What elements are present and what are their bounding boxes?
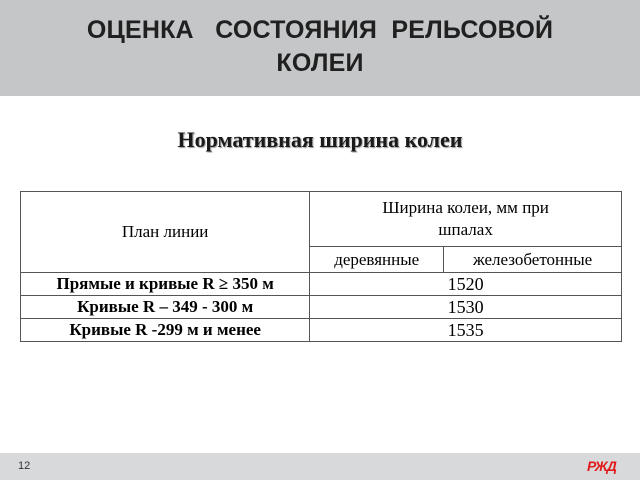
title-line-1: ОЦЕНКА СОСТОЯНИЯ РЕЛЬСОВОЙ [86,16,554,44]
header-wood: деревянные [310,247,444,273]
title-line-2: КОЛЕИ [276,49,364,77]
table-header-row [21,192,622,247]
header-bar [0,0,640,96]
table-row [21,319,622,342]
row-value: 1530 [310,296,622,319]
header-width [310,192,622,247]
row-label: Кривые R – 349 - 300 м [21,296,310,319]
row-value: 1520 [310,273,622,296]
table-row [21,273,622,296]
rzd-logo-icon: РЖД [587,458,616,474]
row-label: Кривые R -299 м и менее [21,319,310,342]
slide-title [0,14,640,80]
footer-bar [0,453,640,480]
page-number: 12 [18,460,31,472]
header-plan: План линии [21,192,310,273]
subtitle: Нормативная ширина колеи [177,127,463,152]
row-value: 1535 [310,319,622,342]
gauge-table [20,191,622,342]
table-row [21,296,622,319]
header-width-line-2: шпалах [438,220,493,239]
header-width-line-1: Ширина колеи, мм при [382,198,549,217]
row-label: Прямые и кривые R ≥ 350 м [21,273,310,296]
header-concrete: железобетонные [444,247,622,273]
